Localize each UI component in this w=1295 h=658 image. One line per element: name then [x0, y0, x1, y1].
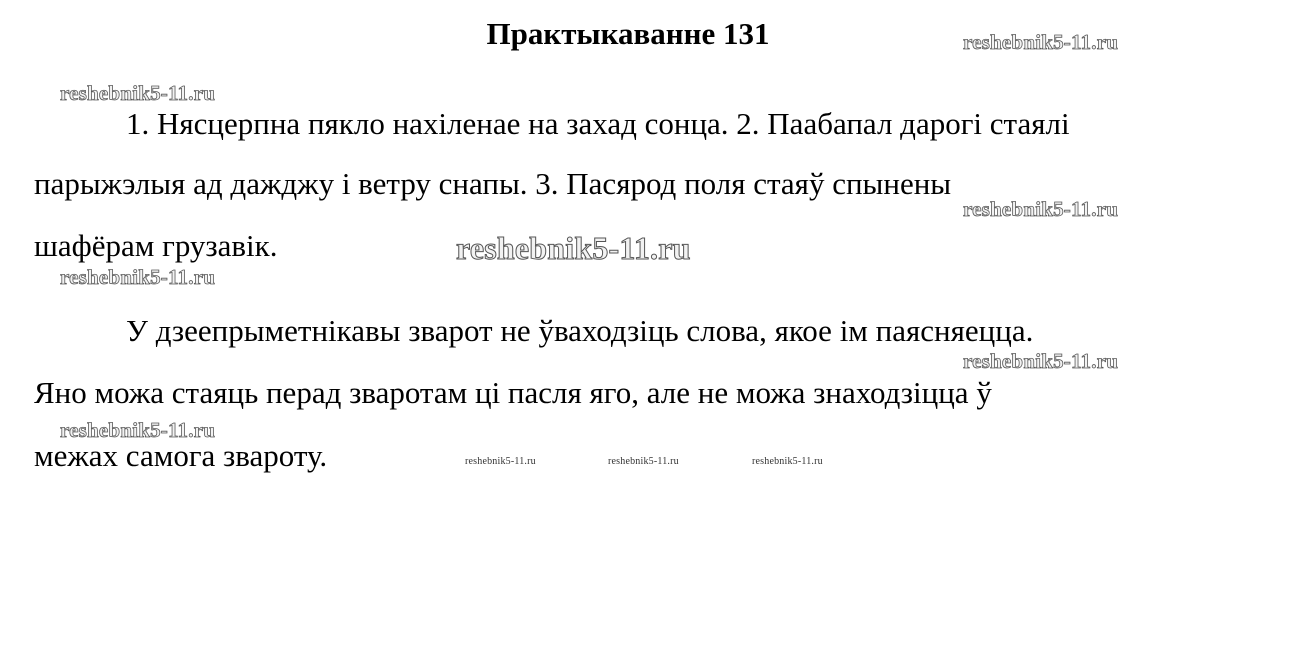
text-line-3: шафёрам грузавік. [34, 228, 278, 263]
text-line-4: У дзеепрыметнікавы зварот не ўваходзіць слова, якое ім паясняецца. [126, 313, 1034, 348]
watermark-left-2: reshebnik5-11.ru [60, 265, 216, 289]
text-line-1: 1. Нясцерпна пякло нахіленае на захад сонца. 2. Паабапал дарогі стаялі [126, 106, 1070, 141]
text-line-2: парыжэлыя ад дажджу і ветру снапы. 3. Пасярод поля стаяў спынены [34, 166, 952, 201]
watermark-small-1: reshebnik5-11.ru [465, 456, 536, 467]
watermark-top-right: reshebnik5-11.ru [963, 30, 1119, 54]
watermark-center-large: reshebnik5-11.ru [456, 230, 691, 266]
text-line-5: Яно можа стаяць перад зваротам ці пасля яго, але не можа знаходзіцца ў [34, 375, 992, 410]
exercise-title: Практыкаванне 131 [486, 16, 770, 51]
watermark-left-1: reshebnik5-11.ru [60, 81, 216, 105]
watermark-small-3: reshebnik5-11.ru [752, 456, 823, 467]
watermark-right-2: reshebnik5-11.ru [963, 197, 1119, 221]
watermark-right-3: reshebnik5-11.ru [963, 349, 1119, 373]
text-line-6: межах самога звароту. [34, 438, 328, 473]
watermark-left-3: reshebnik5-11.ru [60, 418, 216, 442]
watermark-small-2: reshebnik5-11.ru [608, 456, 679, 467]
